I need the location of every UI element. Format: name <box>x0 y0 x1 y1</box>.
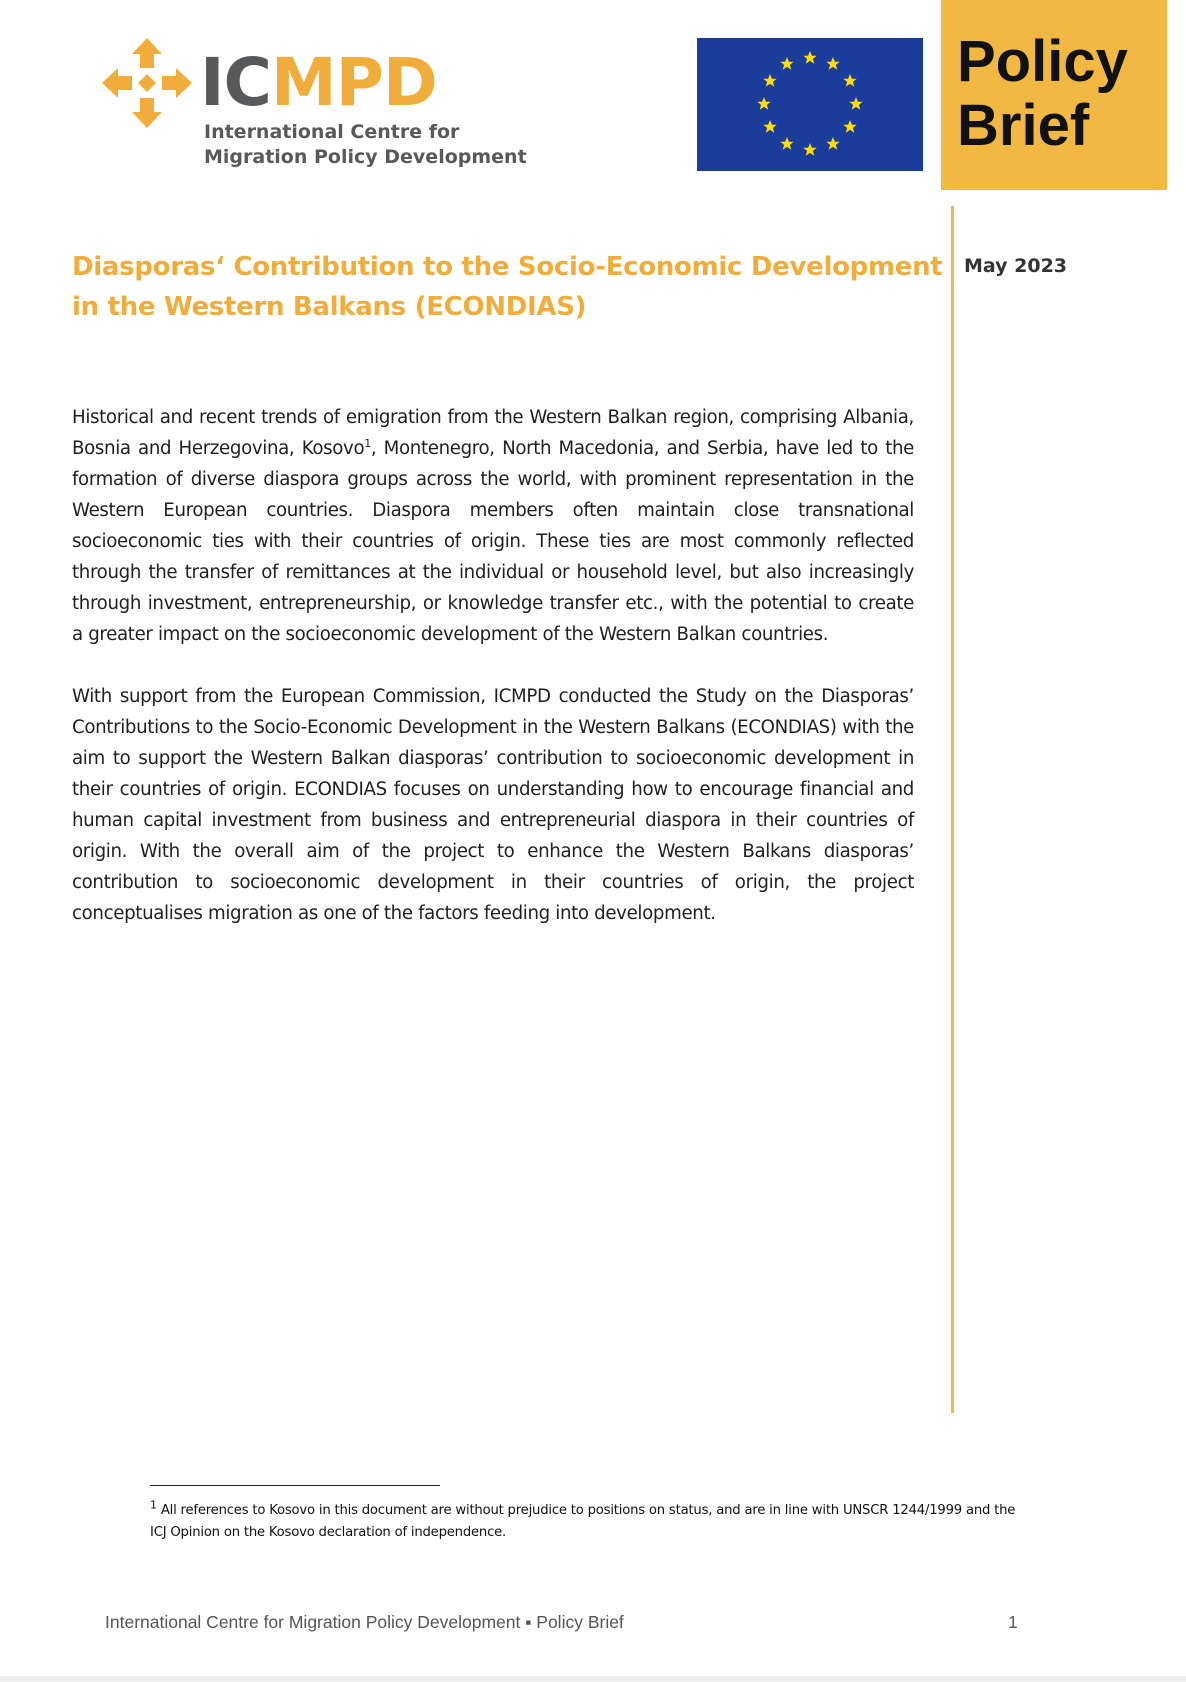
paragraph-1-part1: Historical and recent trends of emigration from the Western Balkan region, comprising Albania, Bosnia and Herzegovina, Kosovo <box>72 407 914 459</box>
document-title-line1: Diasporas‘ Contribution to the Socio-Economic Development <box>72 252 943 282</box>
body-text <box>72 402 914 960</box>
policy-brief-line2: Brief <box>957 93 1090 158</box>
publication-date: May 2023 <box>964 255 1068 277</box>
footnote-separator <box>150 1485 440 1486</box>
logo-wordmark: ICMPD <box>200 44 437 121</box>
paragraph-2: With support from the European Commission, ICMPD conducted the Study on the Diasporas’ Contributions to the Socio-Economic Development in the Western Balkans (ECONDIAS) with the aim to support the Western Balkan diasporas’ contribution to socioeconomic development in their countries of origin. ECONDIAS focuses on understanding how to encourage financial and human capital investment from business and entrepreneurial diaspora in their countries of origin. With the overall aim of the project to enhance the Western Balkans diasporas’ contribution to socioeconomic development in their countries of origin, the project conceptualises migration as one of the factors feeding into development. <box>72 686 914 924</box>
paragraph-1-part2: , Montenegro, North Macedonia, and Serbia, have led to the formation of diverse diaspora groups across the world, with prominent representation in the Western European countries. Diaspora members often maintain close transnational socioeconomic ties with their countries of origin. These ties are most commonly reflected through the transfer of remittances at the individual or household level, but also increasingly through investment, entrepreneurship, or knowledge transfer etc., with the potential to create a greater impact on the socioeconomic development of the Western Balkan countries. <box>72 438 915 645</box>
paragraph-1 <box>72 402 914 650</box>
policy-brief-label <box>957 30 1128 158</box>
page-number: 1 <box>1008 1612 1018 1632</box>
footnote-ref[interactable]: 1 <box>364 436 371 450</box>
logo-subtitle-line2: Migration Policy Development <box>204 146 527 168</box>
eu-flag-icon <box>697 38 923 171</box>
footnote <box>150 1500 1030 1544</box>
logo-subtitle-line1: International Centre for <box>204 121 460 143</box>
icmpd-arrows-icon <box>100 36 194 130</box>
document-title <box>72 247 943 327</box>
eu-flag <box>697 38 923 171</box>
page-bottom-edge <box>0 1676 1186 1682</box>
footnote-text: All references to Kosovo in this document are without prejudice to positions on status, and are in line with UNSCR 1244/1999 and the ICJ Opinion on the Kosovo declaration of independence. <box>150 1503 1016 1540</box>
sidebar-divider <box>951 206 954 1413</box>
footnote-number: 1 <box>150 1498 157 1512</box>
policy-brief-line1: Policy <box>957 29 1128 94</box>
document-title-line2: in the Western Balkans (ECONDIAS) <box>72 292 587 322</box>
policy-brief-box <box>941 0 1167 190</box>
footer-text: International Centre for Migration Policy Development ▪ Policy Brief <box>105 1612 624 1632</box>
icmpd-logo <box>100 36 527 176</box>
logo-subtitle <box>204 120 527 170</box>
